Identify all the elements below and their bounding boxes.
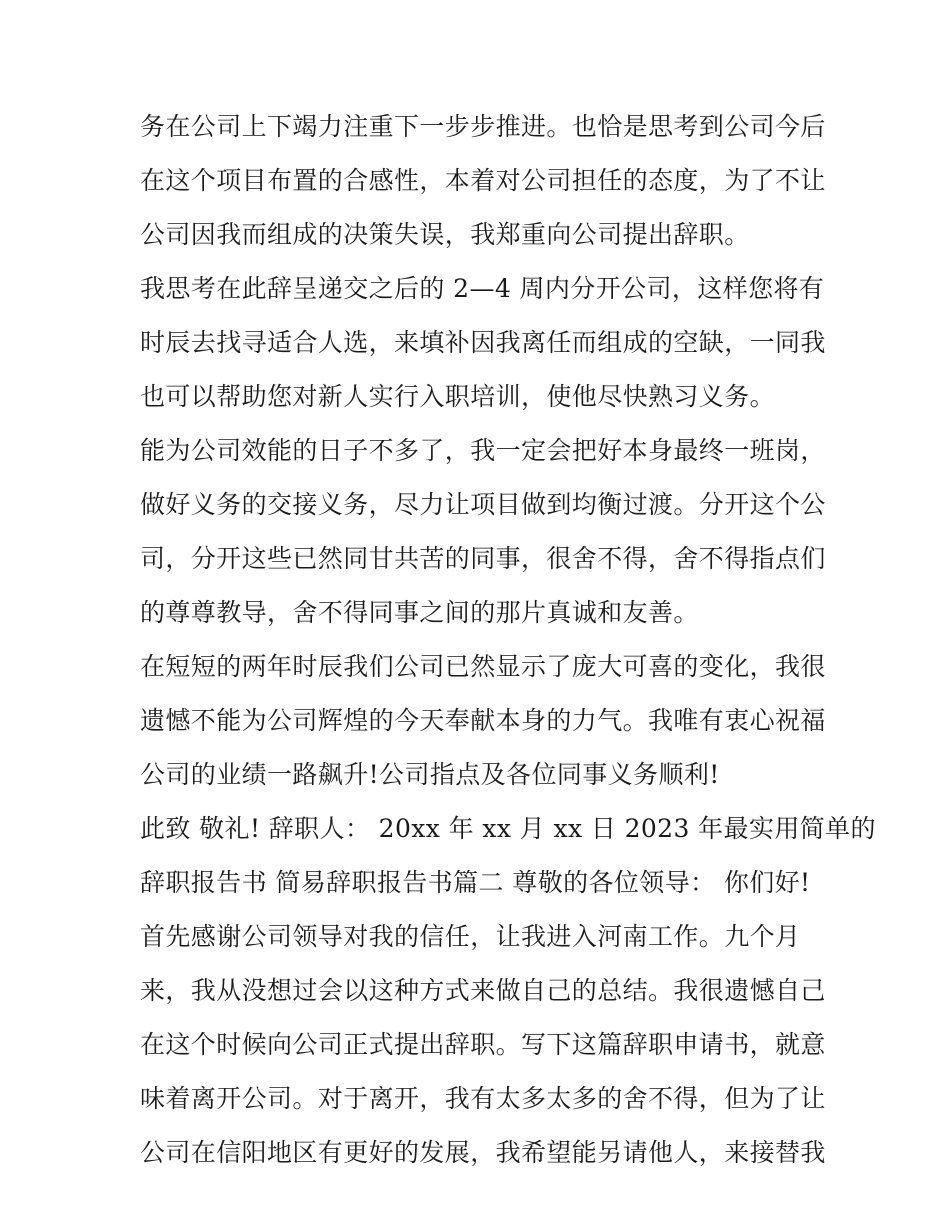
text-line: 司，分开这些已然同甘共苦的同事，很舍不得，舍不得指点们	[140, 544, 826, 573]
text-line: 在短短的两年时辰我们公司已然显示了庞大可喜的变化，我很	[140, 652, 826, 681]
document-body	[140, 104, 876, 1184]
text-line: 的尊尊教导，舍不得同事之间的那片真诚和友善。	[140, 598, 699, 627]
text-line: 公司在信阳地区有更好的发展，我希望能另请他人，来接替我	[140, 1138, 826, 1167]
text-line: 能为公司效能的日子不多了，我一定会把好本身最终一班岗，	[140, 436, 826, 465]
text-line: 味着离开公司。对于离开，我有太多太多的舍不得，但为了让	[140, 1084, 826, 1113]
text-line: 公司的业绩一路飙升!公司指点及各位同事义务顺利!	[140, 760, 720, 789]
text-line: 公司因我而组成的决策失误，我郑重向公司提出辞职。	[140, 220, 750, 249]
text-line: 辞职报告书 简易辞职报告书篇二 尊敬的各位领导： 你们好!	[140, 868, 811, 897]
text-line: 遗憾不能为公司辉煌的今天奉献本身的力气。我唯有衷心祝福	[140, 706, 826, 735]
text-line: 在这个时候向公司正式提出辞职。写下这篇辞职申请书，就意	[140, 1030, 826, 1059]
text-line: 此致 敬礼! 辞职人： 20xx 年 xx 月 xx 日 2023 年最实用简单的	[140, 814, 876, 843]
text-line: 也可以帮助您对新人实行入职培训，使他尽快熟习义务。	[140, 382, 776, 411]
text-line: 在这个项目布置的合感性，本着对公司担任的态度，为了不让	[140, 166, 826, 195]
text-line: 务在公司上下竭力注重下一步步推进。也恰是思考到公司今后	[140, 112, 826, 141]
text-line: 我思考在此辞呈递交之后的 2—4 周内分开公司，这样您将有	[140, 274, 825, 303]
text-line: 首先感谢公司领导对我的信任，让我进入河南工作。九个月	[140, 922, 801, 951]
text-line: 做好义务的交接义务，尽力让项目做到均衡过渡。分开这个公	[140, 490, 826, 519]
text-line: 时辰去找寻适合人选，来填补因我离任而组成的空缺，一同我	[140, 328, 826, 357]
text-line: 来，我从没想过会以这种方式来做自己的总结。我很遗憾自己	[140, 976, 826, 1005]
